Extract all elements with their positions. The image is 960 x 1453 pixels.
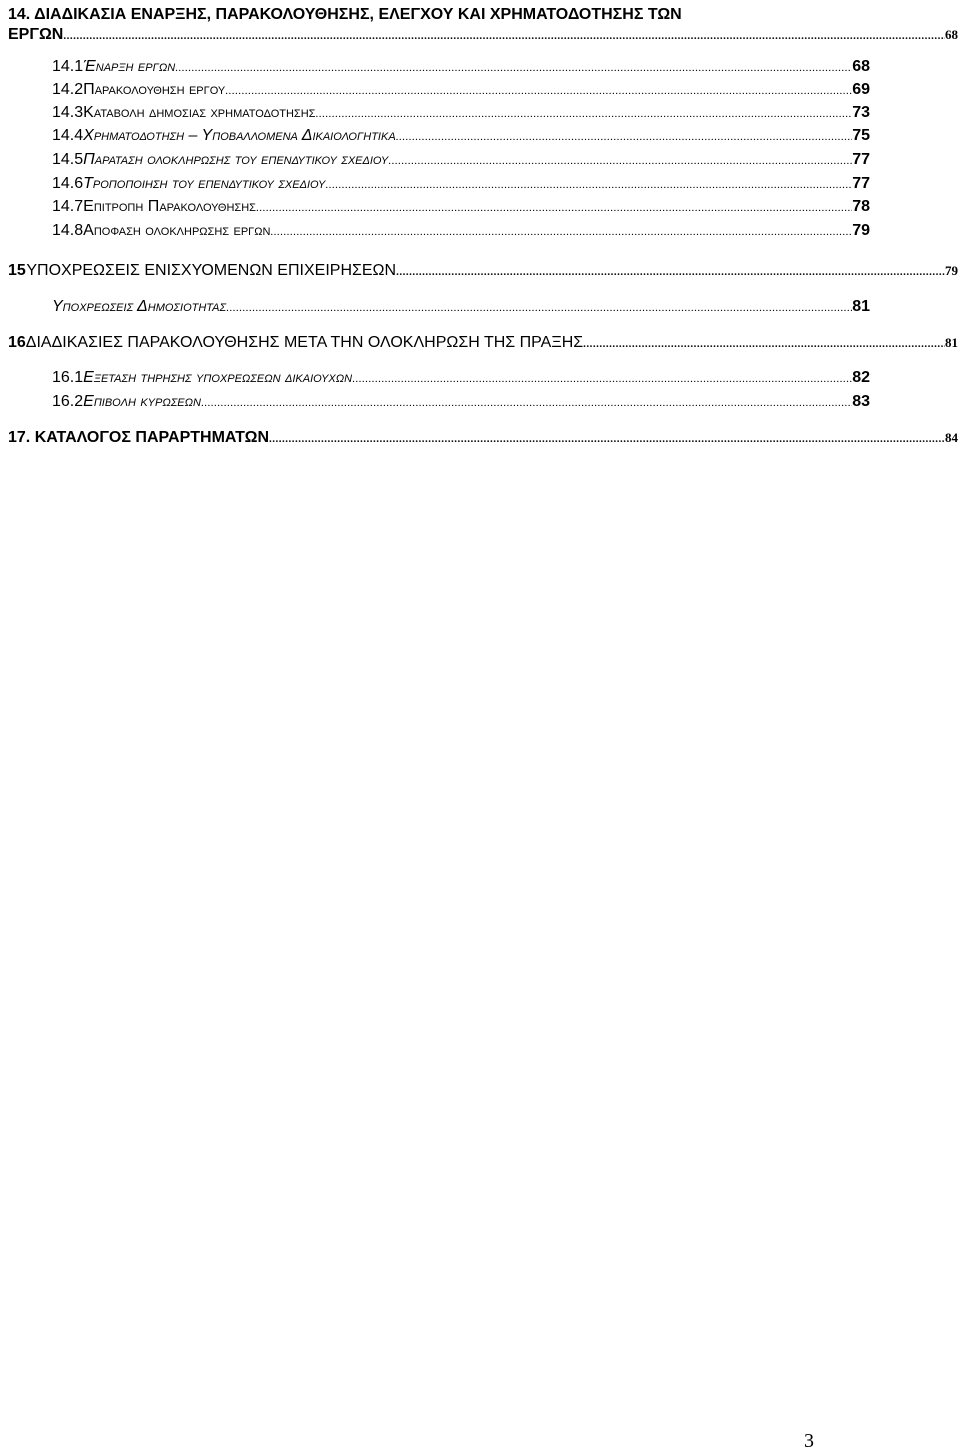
toc-page-number: 79 [852, 222, 870, 239]
toc-entry-label: Χρηματοδοτηση – Υποβαλλομενα Δικαιολογητικα [83, 127, 396, 144]
toc-leader-dots [63, 30, 945, 42]
toc-page-number: 82 [852, 369, 870, 386]
toc-leader-dots [325, 179, 852, 191]
toc-entry-label: Παρακολουθηση εργου [83, 81, 226, 98]
toc-entry-label: ΔΙΑΔΙΚΑΣΙΕΣ ΠΑΡΑΚΟΛΟΥΘΗΣΗΣ ΜΕΤΑ ΤΗΝ ΟΛΟΚΛΗΡΩΣΗ ΤΗΣ ΠΡΑΞΗΣ [25, 334, 584, 351]
toc-leader-dots [388, 155, 852, 167]
toc-entry-14-6[interactable] [52, 175, 870, 193]
toc-entry-label: Καταβολη δημοσιας χρηματοδοτησης [83, 104, 316, 121]
toc-entry-number: 16.1 [52, 369, 84, 386]
toc-page-number: 78 [852, 198, 870, 215]
toc-entry-label: Εξεταση τηρησης υποχρεωσεων δικαιουχων [83, 369, 353, 386]
toc-entry-number: 14. [8, 6, 31, 23]
toc-page-number: 68 [852, 58, 870, 75]
toc-leader-dots [225, 85, 852, 97]
toc-entry-16-1[interactable] [52, 369, 870, 387]
toc-page-number: 73 [852, 104, 870, 121]
toc-entry-15-publicity[interactable] [52, 298, 870, 316]
toc-entry-label: ΥΠΟΧΡΕΩΣΕΙΣ ΕΝΙΣΧΥΟΜΕΝΩΝ ΕΠΙΧΕΙΡΗΣΕΩΝ [26, 262, 397, 279]
toc-entry-number: 14.8 [52, 222, 84, 239]
toc-entry-label: Υποχρεωσεις Δημοσιοτητας [52, 298, 227, 315]
page-number: 3 [804, 1430, 814, 1452]
toc-leader-dots [315, 108, 852, 120]
toc-page-number: 69 [852, 81, 870, 98]
toc-leader-dots [396, 131, 853, 143]
toc-entry-14-3[interactable] [52, 104, 870, 122]
toc-entry-number: 14.5 [52, 151, 84, 168]
toc-page-number: 81 [852, 298, 870, 315]
toc-entry-14-2[interactable] [52, 81, 870, 99]
toc-leader-dots [226, 302, 852, 314]
toc-entry-label: Αποφαση ολοκληρωσης εργων [83, 222, 271, 239]
toc-entry-number: 15 [8, 262, 26, 279]
toc-entry-label-continued: ΕΡΓΩΝ [8, 26, 64, 43]
toc-entry-14-5[interactable] [52, 151, 870, 169]
toc-entry-number: 16.2 [52, 393, 84, 410]
toc-entry-17[interactable] [8, 429, 958, 447]
toc-entry-number: 14.2 [52, 81, 84, 98]
toc-page-number: 77 [852, 175, 870, 192]
toc-leader-dots [201, 397, 852, 409]
toc-entry-number: 14.7 [52, 198, 84, 215]
toc-entry-label: Επιβολη κυρωσεων [83, 393, 201, 410]
toc-page-number: 84 [945, 430, 958, 445]
toc-leader-dots [583, 338, 945, 350]
toc-entry-label: Επιτροπη Παρακολουθησης [83, 198, 256, 215]
toc-entry-number: 14.6 [52, 175, 84, 192]
toc-page-number: 79 [945, 263, 958, 278]
toc-page-number: 77 [852, 151, 870, 168]
toc-entry-number: 14.3 [52, 104, 84, 121]
toc-entry-label-line2 [8, 26, 958, 44]
toc-entry-label: ΔΙΑΔΙΚΑΣΙΑ ΕΝΑΡΞΗΣ, ΠΑΡΑΚΟΛΟΥΘΗΣΗΣ, ΕΛΕΓΧΟΥ ΚΑΙ ΧΡΗΜΑΤΟΔΟΤΗΣΗΣ ΤΩΝ [34, 6, 682, 23]
toc-entry-14-1[interactable] [52, 58, 870, 76]
toc-entry-number: 16 [8, 334, 26, 351]
toc-entry-label: Έναρξη εργων [83, 58, 176, 75]
toc-entry-14[interactable] [8, 6, 958, 44]
toc-entry-number: 14.1 [52, 58, 84, 75]
toc-leader-dots [270, 226, 852, 238]
toc-page-number: 68 [945, 27, 958, 42]
toc-leader-dots [256, 202, 852, 214]
toc-entry-label: Τροποποιηση του επενδυτικου σχεδιου [83, 175, 326, 192]
toc-entry-14-4[interactable] [52, 127, 870, 145]
toc-entry-14-8[interactable] [52, 222, 870, 240]
toc-entry-label: Παραταση ολοκληρωσης του επενδυτικου σχεδιου [83, 151, 389, 168]
toc-entry-16[interactable] [8, 334, 958, 352]
toc-entry-15[interactable] [8, 262, 958, 280]
toc-entry-14-7[interactable] [52, 198, 870, 216]
toc-leader-dots [269, 433, 945, 445]
toc-leader-dots [396, 266, 945, 278]
toc-page-number: 83 [852, 393, 870, 410]
toc-page-number: 75 [852, 127, 870, 144]
toc-leader-dots [175, 62, 852, 74]
toc-entry-number: 14.4 [52, 127, 84, 144]
toc-entry-label-line1 [8, 6, 958, 24]
toc-entry-number: 17. [8, 429, 31, 446]
toc-page-number: 81 [945, 335, 958, 350]
toc-entry-label: ΚΑΤΑΛΟΓΟΣ ΠΑΡΑΡΤΗΜΑΤΩΝ [34, 429, 269, 446]
toc-leader-dots [352, 373, 852, 385]
toc-entry-16-2[interactable] [52, 393, 870, 411]
